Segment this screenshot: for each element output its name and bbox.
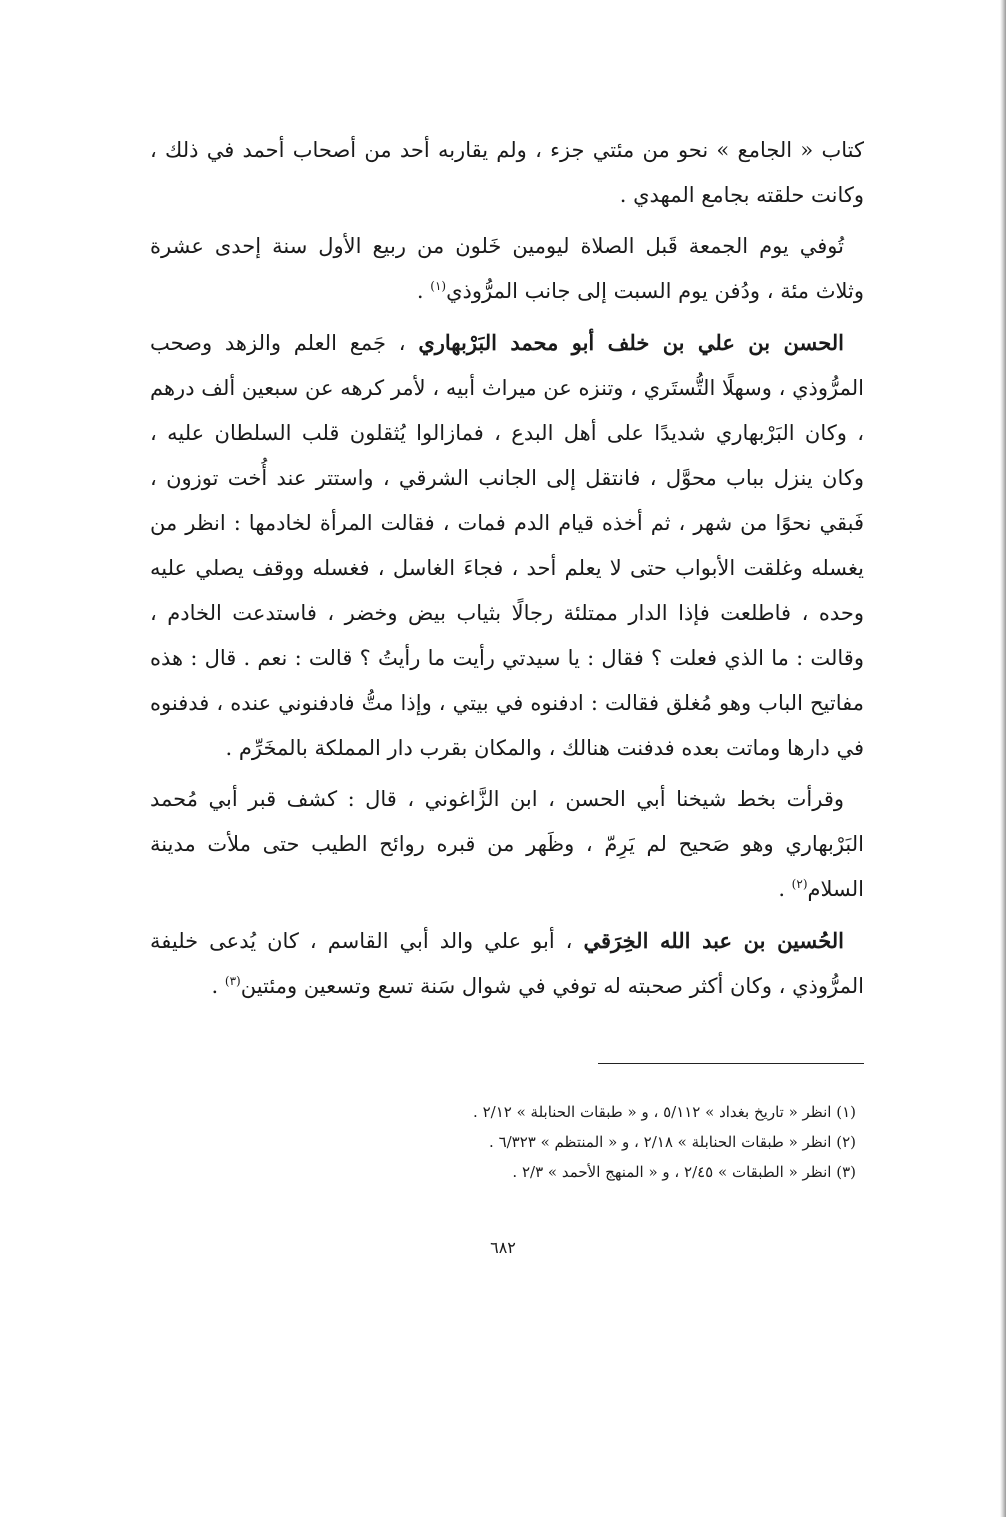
paragraph-2-tail: . [416,279,431,303]
footnote-ref-3: (٣) [224,974,241,988]
paragraph-5-text: ، أبو علي والد أبي القاسم ، كان يُدعى خليفة المرُّوذي ، وكان أكثر صحبته له توفي في شوال سَنة تسع وتسعين ومئتين [150,929,864,998]
footnote-2: (٢) انظر « طبقات الحنابلة » ٢/١٨ ، و « المنتظم » ٦/٣٢٣ . [489,1133,856,1151]
paragraph-3-text: ، جَمع العلم والزهد وصحب المرُّوذي ، وسهلًا التُّستَري ، وتنزه عن ميراث أبيه ، لأمر كرهه عن سبعين ألف درهم ، وكان البَرْبهاري شديدًا على أهل البدع ، فمازالوا يُثقلون قلب السلطان عليه ، وكان ينزل بباب محوَّل ، فانتقل إلى الجانب الشرقي ، واستتر عند أُخت توزون ، فَبقي نحوًا من شهر ، ثم أخذه قيام الدم فمات ، فقالت المرأة لخادمها : انظر من يغسله وغلقت الأبواب حتى لا يعلم أحد ، فجاءَ الغاسل ، فغسله ووقف يصلي عليه وحده ، فاطلعت فإذا الدار ممتلئة رجالًا بثياب بيض وخضر ، فاستدعت الخادم ، وقالت : ما الذي فعلت ؟ فقال : يا سيدتي رأيت ما رأيتُ ؟ قالت : نعم . قال : هذه مفاتيح الباب وهو مُغلق فقالت : ادفنوه في بيتي ، وإذا متُّ فادفنوني عنده ، فدفنوه في دارها وماتت بعده فدفنت هنالك ، والمكان بقرب دار المملكة بالمخَرِّم . [150,331,864,760]
main-text [150,128,864,1015]
page-number: ٦٨٢ [490,1238,516,1257]
paragraph-2 [150,224,864,314]
paragraph-4-text: وقرأت بخط شيخنا أبي الحسن ، ابن الزَّاغوني ، قال : كشف قبر أبي مُحمد البَرْبهاري وهو صَحيح لم يَرِمّ ، وظَهر من قبره روائح الطيب حتى ملأت مدينة السلام [150,787,864,901]
paragraph-2-text: تُوفي يوم الجمعة قَبل الصلاة ليومين خَلون من ربيع الأول سنة إحدى عشرة وثلاث مئة ، ودُفن يوم السبت إلى جانب المرُّوذي [150,234,864,303]
footnote-ref-2: (٢) [791,877,808,891]
paragraph-1 [150,128,864,218]
paragraph-5-tail: . [211,974,225,998]
paragraph-4 [150,777,864,912]
footnotes [150,1097,856,1187]
paragraph-1-text: كتاب « الجامع » نحو من مئتي جزء ، ولم يقاربه أحد من أصحاب أحمد في ذلك ، وكانت حلقته بجامع المهدي . [150,138,864,207]
entry-name-barbahari: الحسن بن علي بن خلف أبو محمد البَرْبهاري [418,330,844,355]
page-edge-shadow [1000,0,1006,1517]
paragraph-5 [150,918,864,1009]
footnote-separator [598,1063,864,1064]
footnote-1: (١) انظر « تاريخ بغداد » ٥/١١٢ ، و « طبقات الحنابلة » ٢/١٢ . [473,1103,856,1121]
entry-name-khiraqi: الحُسين بن عبد الله الخِرَقي [583,928,845,953]
footnote-ref-1: (١) [430,279,447,293]
paragraph-4-tail: . [778,877,792,901]
paragraph-3 [150,320,864,771]
footnote-3: (٣) انظر « الطبقات » ٢/٤٥ ، و « المنهج الأحمد » ٢/٣ . [512,1163,856,1181]
